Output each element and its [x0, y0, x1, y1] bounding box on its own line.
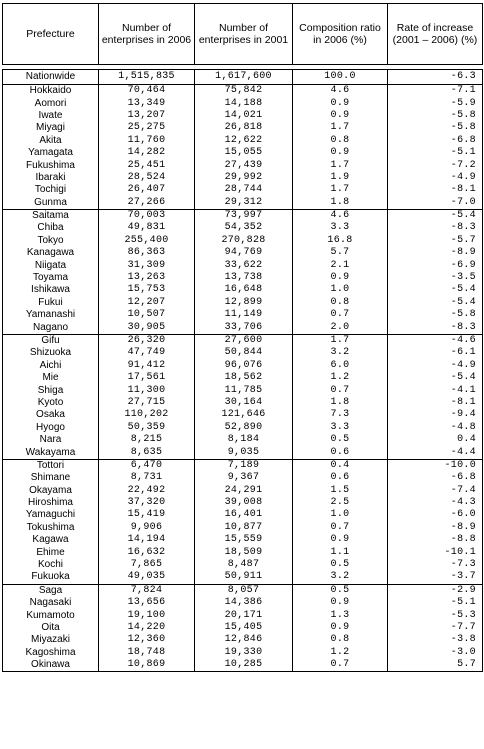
- enterprises-2006: 7,865: [99, 559, 195, 571]
- rate-of-increase: -5.1: [388, 597, 483, 609]
- composition-ratio: 0.7: [293, 384, 388, 396]
- enterprises-2001: 11,785: [195, 384, 293, 396]
- table-row: [3, 659, 483, 672]
- composition-ratio: 0.7: [293, 659, 388, 672]
- table-row: [3, 147, 483, 159]
- table-row: [3, 609, 483, 621]
- prefecture-name: Osaka: [3, 409, 99, 421]
- prefecture-name: Akita: [3, 135, 99, 147]
- enterprises-2001: 19,330: [195, 647, 293, 659]
- rate-of-increase: -5.3: [388, 609, 483, 621]
- prefecture-name: Mie: [3, 372, 99, 384]
- enterprises-2001: 27,439: [195, 159, 293, 171]
- enterprises-2006: 13,263: [99, 272, 195, 284]
- table-row: [3, 122, 483, 134]
- prefecture-name: Kanagawa: [3, 247, 99, 259]
- rate-of-increase: -3.8: [388, 634, 483, 646]
- rate-of-increase: -9.4: [388, 409, 483, 421]
- enterprises-2006: 10,869: [99, 659, 195, 672]
- composition-ratio: 4.6: [293, 209, 388, 222]
- enterprises-2006: 25,451: [99, 159, 195, 171]
- prefecture-enterprise-table-container: [2, 3, 482, 672]
- enterprises-2006: 11,300: [99, 384, 195, 396]
- table-row: [3, 284, 483, 296]
- composition-ratio: 1.7: [293, 159, 388, 171]
- header-enterprises-2006: Number of enterprises in 2006: [99, 4, 195, 65]
- table-body: [3, 65, 483, 672]
- enterprises-2006: 8,635: [99, 446, 195, 459]
- composition-ratio: 1.5: [293, 485, 388, 497]
- composition-ratio: 0.7: [293, 309, 388, 321]
- enterprises-2001: 121,646: [195, 409, 293, 421]
- rate-of-increase: -5.4: [388, 297, 483, 309]
- rate-of-increase: -8.9: [388, 247, 483, 259]
- table-row: [3, 485, 483, 497]
- rate-of-increase: -5.8: [388, 122, 483, 134]
- enterprises-2006: 13,349: [99, 97, 195, 109]
- table-row: [3, 622, 483, 634]
- rate-of-increase: -10.0: [388, 459, 483, 472]
- prefecture-name: Chiba: [3, 222, 99, 234]
- prefecture-name: Fukushima: [3, 159, 99, 171]
- enterprises-2006: 255,400: [99, 235, 195, 247]
- enterprises-2006: 22,492: [99, 485, 195, 497]
- rate-of-increase: -4.8: [388, 422, 483, 434]
- table-row: [3, 135, 483, 147]
- table-row: [3, 422, 483, 434]
- rate-of-increase: -4.6: [388, 334, 483, 347]
- prefecture-name: Kagoshima: [3, 647, 99, 659]
- enterprises-2001: 54,352: [195, 222, 293, 234]
- rate-of-increase: -8.9: [388, 522, 483, 534]
- composition-ratio: 0.9: [293, 110, 388, 122]
- composition-ratio: 0.8: [293, 135, 388, 147]
- rate-of-increase: -6.8: [388, 472, 483, 484]
- composition-ratio: 4.6: [293, 85, 388, 98]
- rate-of-increase: -7.4: [388, 485, 483, 497]
- prefecture-name: Hyogo: [3, 422, 99, 434]
- enterprises-2001: 75,842: [195, 85, 293, 98]
- rate-of-increase: -4.9: [388, 172, 483, 184]
- composition-ratio: 1.2: [293, 372, 388, 384]
- enterprises-2006: 6,470: [99, 459, 195, 472]
- rate-of-increase: -8.8: [388, 534, 483, 546]
- rate-of-increase: -7.0: [388, 197, 483, 210]
- enterprises-2006: 26,320: [99, 334, 195, 347]
- enterprises-2006: 16,632: [99, 546, 195, 558]
- enterprises-2001: 33,622: [195, 259, 293, 271]
- table-row: [3, 647, 483, 659]
- table-row: [3, 110, 483, 122]
- table-row: [3, 522, 483, 534]
- rate-of-increase: -5.8: [388, 309, 483, 321]
- enterprises-2001: 24,291: [195, 485, 293, 497]
- prefecture-name: Toyama: [3, 272, 99, 284]
- prefecture-name: Fukui: [3, 297, 99, 309]
- enterprises-2006: 50,359: [99, 422, 195, 434]
- prefecture-name: Aomori: [3, 97, 99, 109]
- enterprises-2006: 28,524: [99, 172, 195, 184]
- rate-of-increase: -5.1: [388, 147, 483, 159]
- enterprises-2006: 12,360: [99, 634, 195, 646]
- prefecture-name: Yamanashi: [3, 309, 99, 321]
- prefecture-name: Shizuoka: [3, 347, 99, 359]
- enterprises-2001: 15,559: [195, 534, 293, 546]
- enterprises-2006: 70,003: [99, 209, 195, 222]
- rate-of-increase: -4.9: [388, 360, 483, 372]
- rate-of-increase: -3.5: [388, 272, 483, 284]
- enterprises-2001: 14,386: [195, 597, 293, 609]
- rate-of-increase: -6.1: [388, 347, 483, 359]
- enterprises-2001: 18,562: [195, 372, 293, 384]
- composition-ratio: 5.7: [293, 247, 388, 259]
- enterprises-2001: 50,844: [195, 347, 293, 359]
- enterprises-2001: 29,992: [195, 172, 293, 184]
- composition-ratio: 0.9: [293, 272, 388, 284]
- composition-ratio: 0.8: [293, 634, 388, 646]
- enterprises-2006: 26,407: [99, 184, 195, 196]
- enterprises-2001: 7,189: [195, 459, 293, 472]
- header-row: [3, 4, 483, 65]
- composition-ratio: 1.8: [293, 397, 388, 409]
- composition-ratio: 0.8: [293, 297, 388, 309]
- enterprises-2006: 27,266: [99, 197, 195, 210]
- rate-of-increase: -5.4: [388, 284, 483, 296]
- prefecture-name: Niigata: [3, 259, 99, 271]
- rate-of-increase: -8.1: [388, 184, 483, 196]
- rate-of-increase: -8.3: [388, 321, 483, 334]
- composition-ratio: 0.6: [293, 446, 388, 459]
- table-row: [3, 459, 483, 472]
- table-row: [3, 434, 483, 446]
- table-row: [3, 571, 483, 584]
- prefecture-name: Ehime: [3, 546, 99, 558]
- enterprises-2001: 10,285: [195, 659, 293, 672]
- table-row: [3, 559, 483, 571]
- table-row: [3, 159, 483, 171]
- table-row: [3, 222, 483, 234]
- enterprises-2001: 96,076: [195, 360, 293, 372]
- enterprises-2006: 49,035: [99, 571, 195, 584]
- table-row: [3, 297, 483, 309]
- rate-of-increase: -6.9: [388, 259, 483, 271]
- rate-of-increase: -6.0: [388, 509, 483, 521]
- composition-ratio: 0.9: [293, 97, 388, 109]
- enterprises-2006: 91,412: [99, 360, 195, 372]
- composition-ratio: 3.2: [293, 347, 388, 359]
- header-prefecture: Prefecture: [3, 4, 99, 65]
- prefecture-name: Hiroshima: [3, 497, 99, 509]
- enterprises-2006: 25,275: [99, 122, 195, 134]
- enterprises-2001: 26,818: [195, 122, 293, 134]
- rate-of-increase: -8.3: [388, 222, 483, 234]
- prefecture-name: Nagano: [3, 321, 99, 334]
- prefecture-name: Kochi: [3, 559, 99, 571]
- enterprises-2006: 70,464: [99, 85, 195, 98]
- composition-ratio: 2.1: [293, 259, 388, 271]
- enterprises-2006: 31,309: [99, 259, 195, 271]
- enterprises-2001: 15,405: [195, 622, 293, 634]
- enterprises-2006: 9,906: [99, 522, 195, 534]
- enterprises-2001: 33,706: [195, 321, 293, 334]
- enterprises-2006: 27,715: [99, 397, 195, 409]
- prefecture-name: Kumamoto: [3, 609, 99, 621]
- enterprises-2001: 12,899: [195, 297, 293, 309]
- enterprises-2001: 14,188: [195, 97, 293, 109]
- composition-ratio: 0.4: [293, 459, 388, 472]
- rate-of-increase: -5.4: [388, 372, 483, 384]
- composition-ratio: 3.3: [293, 222, 388, 234]
- table-row: [3, 172, 483, 184]
- table-row: [3, 259, 483, 271]
- composition-ratio: 0.9: [293, 534, 388, 546]
- table-row: [3, 235, 483, 247]
- rate-of-increase: -7.2: [388, 159, 483, 171]
- prefecture-name: Kyoto: [3, 397, 99, 409]
- prefecture-name: Gifu: [3, 334, 99, 347]
- composition-ratio: 0.7: [293, 522, 388, 534]
- table-row: [3, 209, 483, 222]
- enterprises-2006: 7,824: [99, 584, 195, 597]
- rate-of-increase: -8.1: [388, 397, 483, 409]
- prefecture-name: Iwate: [3, 110, 99, 122]
- prefecture-name: Gunma: [3, 197, 99, 210]
- enterprises-2006: 13,656: [99, 597, 195, 609]
- enterprises-2001: 8,487: [195, 559, 293, 571]
- nationwide-rate-of-increase: -6.3: [388, 70, 483, 85]
- enterprises-2006: 15,753: [99, 284, 195, 296]
- enterprises-2001: 29,312: [195, 197, 293, 210]
- rate-of-increase: -3.0: [388, 647, 483, 659]
- rate-of-increase: -7.3: [388, 559, 483, 571]
- enterprises-2006: 30,905: [99, 321, 195, 334]
- prefecture-name: Shiga: [3, 384, 99, 396]
- composition-ratio: 3.3: [293, 422, 388, 434]
- enterprises-2001: 50,911: [195, 571, 293, 584]
- rate-of-increase: -6.8: [388, 135, 483, 147]
- prefecture-name: Fukuoka: [3, 571, 99, 584]
- table-row: [3, 321, 483, 334]
- prefecture-name: Yamaguchi: [3, 509, 99, 521]
- enterprises-2001: 18,509: [195, 546, 293, 558]
- prefecture-name: Okayama: [3, 485, 99, 497]
- header-rate-of-increase: Rate of increase (2001 – 2006) (%): [388, 4, 483, 65]
- composition-ratio: 1.9: [293, 172, 388, 184]
- table-row: [3, 334, 483, 347]
- prefecture-name: Miyagi: [3, 122, 99, 134]
- table-row: [3, 397, 483, 409]
- header-composition-ratio: Composition ratio in 2006 (%): [293, 4, 388, 65]
- nationwide-composition-ratio: 100.0: [293, 70, 388, 85]
- prefecture-name: Hokkaido: [3, 85, 99, 98]
- prefecture-name: Ibaraki: [3, 172, 99, 184]
- table-row: [3, 634, 483, 646]
- enterprises-2006: 14,194: [99, 534, 195, 546]
- composition-ratio: 0.5: [293, 434, 388, 446]
- prefecture-name: Wakayama: [3, 446, 99, 459]
- rate-of-increase: -4.3: [388, 497, 483, 509]
- prefecture-name: Tochigi: [3, 184, 99, 196]
- composition-ratio: 0.9: [293, 622, 388, 634]
- nationwide-enterprises-2006: 1,515,835: [99, 70, 195, 85]
- enterprises-2001: 16,648: [195, 284, 293, 296]
- table-row: [3, 472, 483, 484]
- prefecture-name: Saga: [3, 584, 99, 597]
- table-row: [3, 546, 483, 558]
- prefecture-name: Shimane: [3, 472, 99, 484]
- enterprises-2006: 49,831: [99, 222, 195, 234]
- rate-of-increase: -5.9: [388, 97, 483, 109]
- rate-of-increase: -2.9: [388, 584, 483, 597]
- prefecture-name: Yamagata: [3, 147, 99, 159]
- prefecture-name: Oita: [3, 622, 99, 634]
- enterprises-2001: 20,171: [195, 609, 293, 621]
- table-row: [3, 497, 483, 509]
- enterprises-2006: 14,282: [99, 147, 195, 159]
- prefecture-name: Miyazaki: [3, 634, 99, 646]
- rate-of-increase: -7.7: [388, 622, 483, 634]
- enterprises-2001: 27,600: [195, 334, 293, 347]
- rate-of-increase: -5.4: [388, 209, 483, 222]
- enterprises-2001: 30,164: [195, 397, 293, 409]
- enterprises-2001: 9,035: [195, 446, 293, 459]
- rate-of-increase: 5.7: [388, 659, 483, 672]
- enterprises-2006: 14,220: [99, 622, 195, 634]
- table-row: [3, 446, 483, 459]
- enterprises-2001: 270,828: [195, 235, 293, 247]
- enterprises-2001: 28,744: [195, 184, 293, 196]
- rate-of-increase: -10.1: [388, 546, 483, 558]
- prefecture-name: Ishikawa: [3, 284, 99, 296]
- prefecture-enterprise-table: [2, 3, 483, 672]
- table-row: [3, 347, 483, 359]
- enterprises-2006: 86,363: [99, 247, 195, 259]
- composition-ratio: 2.5: [293, 497, 388, 509]
- enterprises-2001: 12,846: [195, 634, 293, 646]
- prefecture-name: Okinawa: [3, 659, 99, 672]
- composition-ratio: 6.0: [293, 360, 388, 372]
- composition-ratio: 1.7: [293, 184, 388, 196]
- enterprises-2006: 8,731: [99, 472, 195, 484]
- enterprises-2006: 10,507: [99, 309, 195, 321]
- prefecture-name: Nagasaki: [3, 597, 99, 609]
- enterprises-2001: 14,021: [195, 110, 293, 122]
- nationwide-enterprises-2001: 1,617,600: [195, 70, 293, 85]
- composition-ratio: 2.0: [293, 321, 388, 334]
- rate-of-increase: -5.7: [388, 235, 483, 247]
- prefecture-name: Kagawa: [3, 534, 99, 546]
- composition-ratio: 1.2: [293, 647, 388, 659]
- enterprises-2006: 15,419: [99, 509, 195, 521]
- composition-ratio: 16.8: [293, 235, 388, 247]
- table-row: [3, 197, 483, 210]
- prefecture-name: Tokyo: [3, 235, 99, 247]
- table-row: [3, 272, 483, 284]
- enterprises-2001: 73,997: [195, 209, 293, 222]
- enterprises-2006: 47,749: [99, 347, 195, 359]
- rate-of-increase: -4.1: [388, 384, 483, 396]
- enterprises-2006: 19,100: [99, 609, 195, 621]
- table-row: [3, 247, 483, 259]
- prefecture-name: Tokushima: [3, 522, 99, 534]
- rate-of-increase: -5.8: [388, 110, 483, 122]
- enterprises-2006: 13,207: [99, 110, 195, 122]
- enterprises-2006: 37,320: [99, 497, 195, 509]
- enterprises-2001: 15,055: [195, 147, 293, 159]
- table-row: [3, 372, 483, 384]
- rate-of-increase: -7.1: [388, 85, 483, 98]
- composition-ratio: 1.8: [293, 197, 388, 210]
- composition-ratio: 1.3: [293, 609, 388, 621]
- rate-of-increase: -4.4: [388, 446, 483, 459]
- composition-ratio: 0.9: [293, 597, 388, 609]
- composition-ratio: 1.0: [293, 284, 388, 296]
- rate-of-increase: -3.7: [388, 571, 483, 584]
- table-row: [3, 85, 483, 98]
- table-row: [3, 597, 483, 609]
- enterprises-2001: 16,401: [195, 509, 293, 521]
- prefecture-name: Saitama: [3, 209, 99, 222]
- prefecture-name: Aichi: [3, 360, 99, 372]
- nationwide-name: Nationwide: [3, 70, 99, 85]
- table-header: [3, 4, 483, 65]
- table-row: [3, 534, 483, 546]
- enterprises-2006: 18,748: [99, 647, 195, 659]
- composition-ratio: 0.6: [293, 472, 388, 484]
- table-row: [3, 309, 483, 321]
- composition-ratio: 1.1: [293, 546, 388, 558]
- header-enterprises-2001: Number of enterprises in 2001: [195, 4, 293, 65]
- table-row: [3, 97, 483, 109]
- composition-ratio: 0.9: [293, 147, 388, 159]
- enterprises-2006: 8,215: [99, 434, 195, 446]
- composition-ratio: 0.5: [293, 559, 388, 571]
- prefecture-name: Nara: [3, 434, 99, 446]
- enterprises-2001: 39,008: [195, 497, 293, 509]
- composition-ratio: 7.3: [293, 409, 388, 421]
- composition-ratio: 1.0: [293, 509, 388, 521]
- enterprises-2006: 17,561: [99, 372, 195, 384]
- prefecture-name: Tottori: [3, 459, 99, 472]
- enterprises-2001: 52,890: [195, 422, 293, 434]
- enterprises-2001: 10,877: [195, 522, 293, 534]
- enterprises-2001: 13,738: [195, 272, 293, 284]
- nationwide-row: [3, 70, 483, 85]
- enterprises-2001: 11,149: [195, 309, 293, 321]
- table-row: [3, 509, 483, 521]
- table-row: [3, 584, 483, 597]
- enterprises-2006: 12,207: [99, 297, 195, 309]
- enterprises-2001: 12,622: [195, 135, 293, 147]
- table-row: [3, 360, 483, 372]
- composition-ratio: 3.2: [293, 571, 388, 584]
- enterprises-2006: 110,202: [99, 409, 195, 421]
- enterprises-2001: 8,057: [195, 584, 293, 597]
- table-row: [3, 409, 483, 421]
- composition-ratio: 1.7: [293, 122, 388, 134]
- composition-ratio: 0.5: [293, 584, 388, 597]
- enterprises-2001: 9,367: [195, 472, 293, 484]
- composition-ratio: 1.7: [293, 334, 388, 347]
- rate-of-increase: 0.4: [388, 434, 483, 446]
- table-row: [3, 384, 483, 396]
- enterprises-2001: 8,184: [195, 434, 293, 446]
- enterprises-2006: 11,760: [99, 135, 195, 147]
- table-row: [3, 184, 483, 196]
- enterprises-2001: 94,769: [195, 247, 293, 259]
